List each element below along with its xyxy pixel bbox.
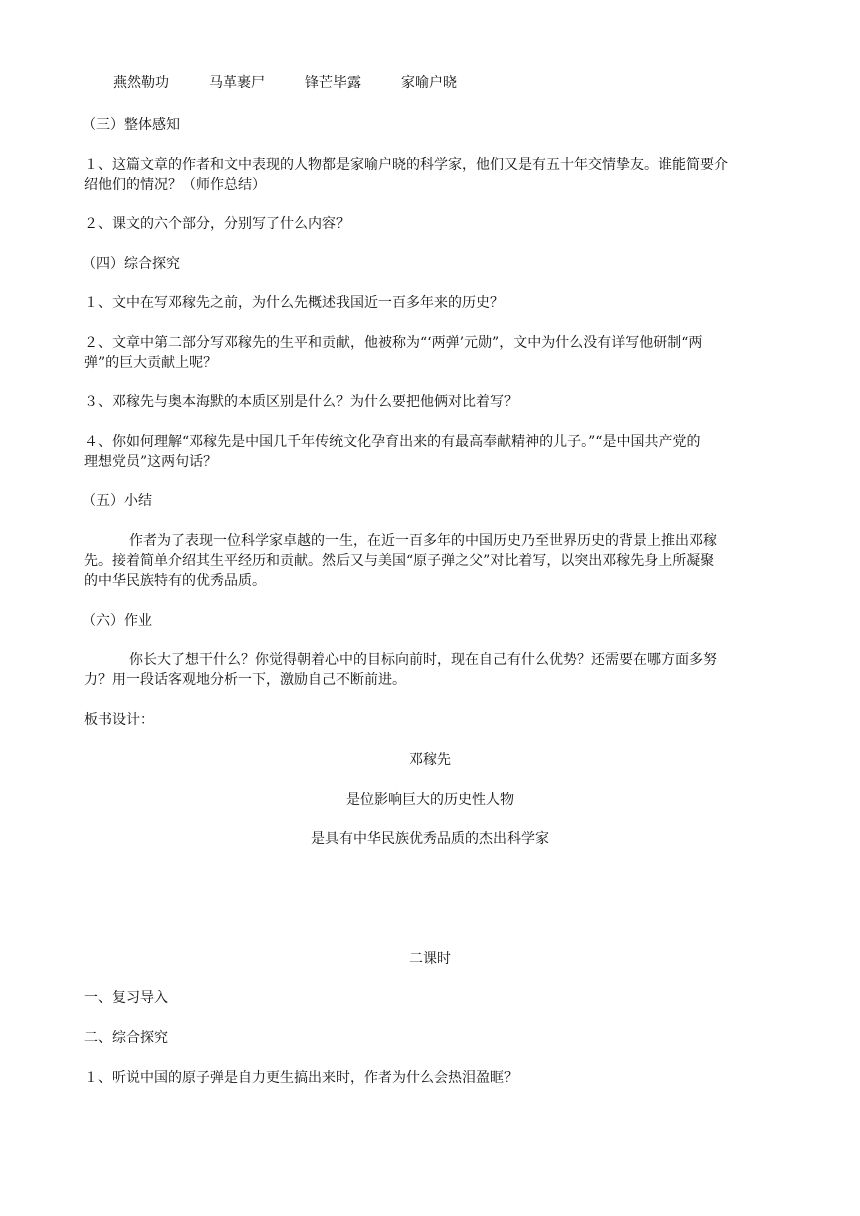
question-text: 绍他们的情况？（师作总结） — [84, 177, 266, 193]
question-text: １、这篇文章的作者和文中表现的人物都是家喻户晓的科学家，他们又是有五十年交情挚友。谁能简要介 — [84, 157, 728, 173]
question-text: 理想党员”这两句话？ — [84, 454, 218, 470]
vocab-word: 锋芒毕露 — [305, 75, 361, 91]
question-text: １、听说中国的原子弹是自力更生搞出来时，作者为什么会热泪盈眶？ — [84, 1070, 518, 1086]
question-text: 弹”的巨大贡献上呢？ — [84, 355, 218, 371]
lesson-heading: 二、综合探究 — [84, 1030, 168, 1046]
section-heading-homework: （六）作业 — [82, 613, 152, 629]
question-text: ２、文章中第二部分写邓稼先的生平和贡献，他被称为“‘两弹’元勋”，文中为什么没有详写他研制“两 — [84, 335, 703, 351]
board-line: 邓稼先 — [409, 752, 451, 768]
section-heading-overall: （三）整体感知 — [82, 117, 180, 133]
summary-paragraph: 作者为了表现一位科学家卓越的一生，在近一百多年的中国历史乃至世界历史的背景上推出邓稼 — [129, 533, 717, 549]
question-text: ３、邓稼先与奥本海默的本质区别是什么？为什么要把他俩对比着写？ — [84, 394, 518, 410]
homework-paragraph: 力？用一段话客观地分析一下，激励自己不断前进。 — [84, 672, 406, 688]
board-design-label: 板书设计： — [84, 712, 154, 728]
vocab-word: 马革裹尸 — [209, 75, 265, 91]
question-text: ２、课文的六个部分，分别写了什么内容？ — [84, 216, 350, 232]
vocabulary-row — [113, 72, 497, 94]
vocab-word: 家喻户晓 — [401, 75, 457, 91]
lesson-heading: 一、复习导入 — [84, 990, 168, 1006]
homework-paragraph: 你长大了想干什么？你觉得朝着心中的目标向前时，现在自己有什么优势？还需要在哪方面多努 — [129, 652, 717, 668]
summary-paragraph: 的中华民族特有的优秀品质。 — [84, 573, 266, 589]
summary-paragraph: 先。接着简单介绍其生平经历和贡献。然后又与美国“原子弹之父”对比着写，以突出邓稼先身上所凝聚 — [84, 553, 715, 569]
question-text: ４、你如何理解“邓稼先是中国几千年传统文化孕育出来的有最高奉献精神的儿子。”“是中国共产党的 — [84, 434, 701, 450]
board-line: 是位影响巨大的历史性人物 — [346, 792, 514, 808]
lesson-title: 二课时 — [409, 951, 451, 967]
question-text: １、文中在写邓稼先之前，为什么先概述我国近一百多年来的历史？ — [84, 295, 504, 311]
vocab-word: 燕然勒功 — [113, 75, 169, 91]
section-heading-summary: （五）小结 — [82, 493, 152, 509]
section-heading-inquiry: （四）综合探究 — [82, 256, 180, 272]
board-line: 是具有中华民族优秀品质的杰出科学家 — [311, 831, 549, 847]
